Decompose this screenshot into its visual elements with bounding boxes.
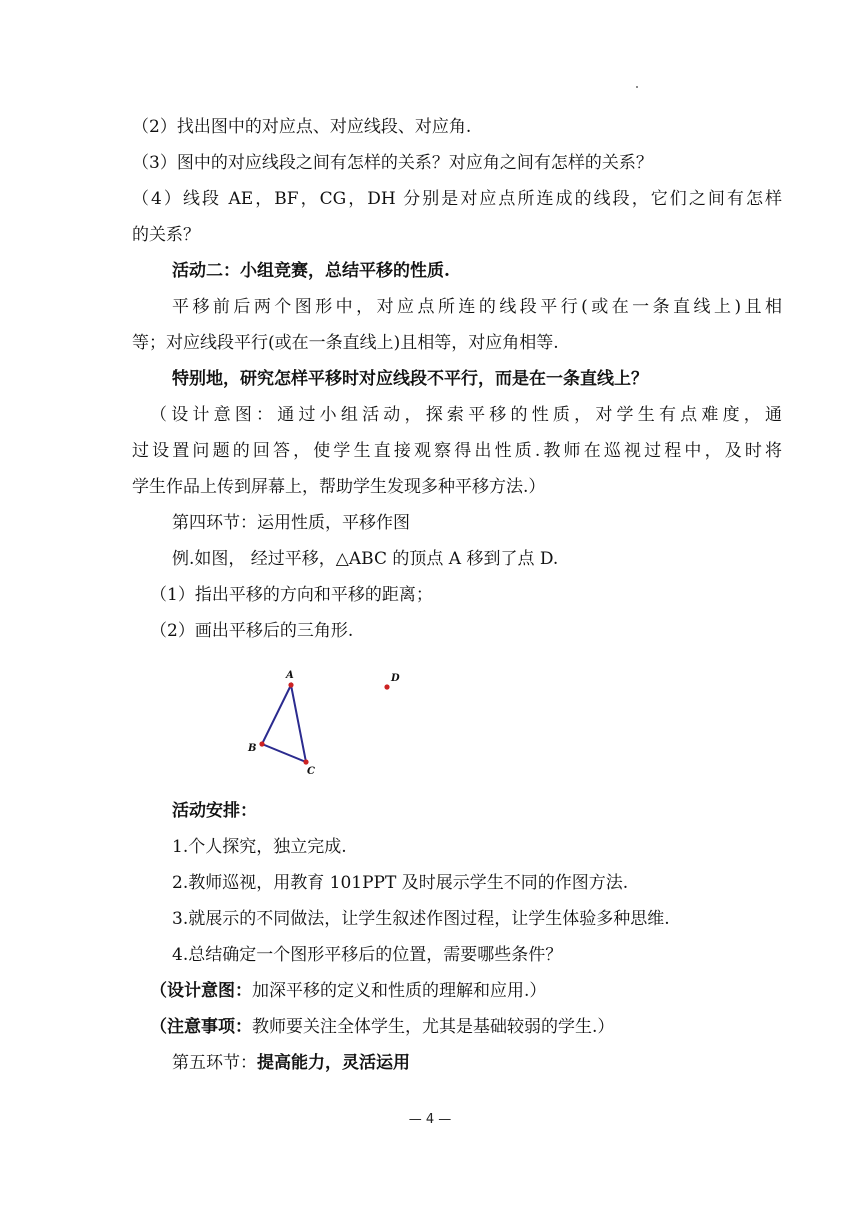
question-2: （2）找出图中的对应点、对应线段、对应角. [132,117,472,137]
triangle-abc [262,685,306,762]
arrangement-item-1: 1.个人探究，独立完成. [172,837,347,857]
point-d [384,684,389,689]
label-a: A [286,670,294,681]
point-b [259,741,264,746]
page-number: — 4 — [408,1112,452,1127]
stray-dot [636,86,638,88]
property-line-2: 等；对应线段平行(或在一条直线上)且相等，对应角相等. [132,333,559,353]
arrangement-item-2: 2.教师巡视，用教育 101PPT 及时展示学生不同的作图方法. [172,873,629,893]
design-intent-1-line-2: 过设置问题的回答，使学生直接观察得出性质.教师在巡视过程中，及时将 [132,441,782,461]
activity-2-heading: 活动二：小组竞赛，总结平移的性质. [172,261,450,281]
label-b: B [248,743,257,754]
section-5-heading: 第五环节：提高能力，灵活运用 [172,1053,410,1073]
property-line-1: 平移前后两个图形中，对应点所连的线段平行(或在一条直线上)且相 [172,297,782,317]
arrangement-item-3: 3.就展示的不同做法，让学生叙述作图过程，让学生体验多种思维. [172,909,670,929]
question-3: （3）图中的对应线段之间有怎样的关系？对应角之间有怎样的关系？ [132,153,653,173]
label-d: D [391,673,400,684]
design-intent-2: （设计意图：加深平移的定义和性质的理解和应用.） [150,981,547,1001]
design-intent-2-text: 加深平移的定义和性质的理解和应用.） [252,981,547,1001]
point-a [288,682,293,687]
point-c [303,759,308,764]
question-4-line-1: （4）线段 AE，BF，CG，DH 分别是对应点所连成的线段，它们之间有怎样 [132,189,782,209]
triangle-figure [240,662,420,780]
example-part-2: （2）画出平移后的三角形. [150,621,354,641]
question-4-line-2: 的关系？ [132,225,200,245]
note: （注意事项：教师要关注全体学生，尤其是基础较弱的学生.） [150,1017,615,1037]
special-question: 特别地，研究怎样平移时对应线段不平行，而是在一条直线上？ [172,369,648,389]
activity-arrangement-heading: 活动安排： [172,801,257,821]
section-4-heading: 第四环节：运用性质，平移作图 [172,513,410,533]
example-part-1: （1）指出平移的方向和平移的距离； [150,585,433,605]
design-intent-1-line-3: 学生作品上传到屏幕上，帮助学生发现多种平移方法.） [132,477,546,497]
example-statement: 例.如图， 经过平移，△ABC 的顶点 A 移到了点 D. [172,549,559,569]
design-intent-1-line-1: （设计意图：通过小组活动，探索平移的性质，对学生有点难度，通 [150,405,782,425]
note-text: 教师要关注全体学生，尤其是基础较弱的学生.） [252,1017,615,1037]
arrangement-item-4: 4.总结确定一个图形平移后的位置，需要哪些条件？ [172,945,563,965]
label-c: C [307,766,315,777]
